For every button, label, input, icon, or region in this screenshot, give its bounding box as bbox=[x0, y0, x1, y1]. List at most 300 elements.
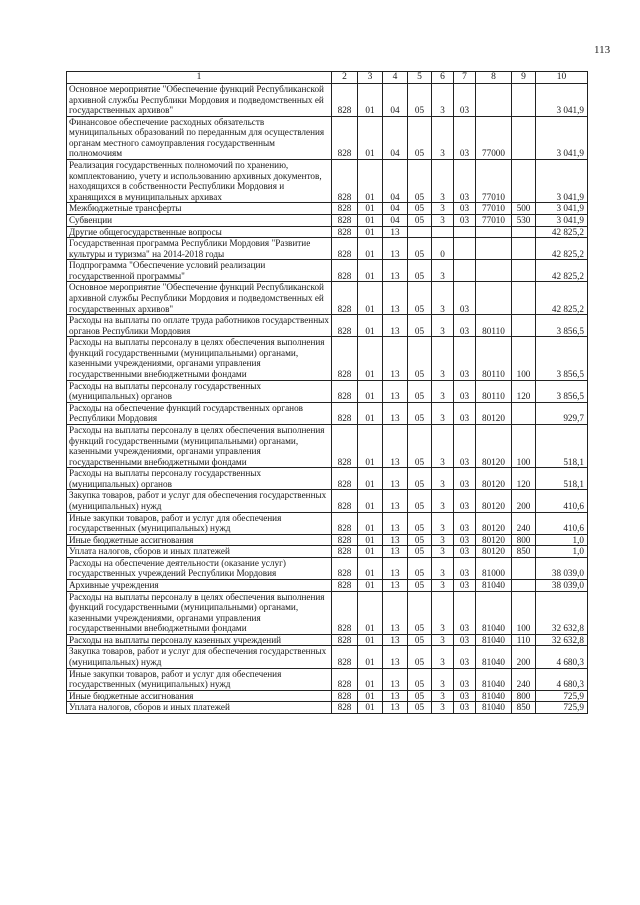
code-expense-type: 240 bbox=[512, 668, 536, 690]
code-event: 03 bbox=[454, 591, 476, 634]
code-subprogram: 3 bbox=[432, 557, 454, 579]
table-row bbox=[67, 468, 588, 490]
row-name: Уплата налогов, сборов и иных платежей bbox=[67, 702, 332, 714]
code-section: 01 bbox=[358, 380, 383, 402]
code-expense-type bbox=[512, 260, 536, 282]
code-direction: 80120 bbox=[476, 534, 512, 546]
table-row bbox=[67, 84, 588, 117]
table-row bbox=[67, 668, 588, 690]
row-name: Финансовое обеспечение расходных обязательств муниципальных образований по переданным для осуществления органам местного самоуправления государственным полномочиям bbox=[67, 116, 332, 159]
code-event: 03 bbox=[454, 634, 476, 646]
code-event bbox=[454, 238, 476, 260]
code-expense-type bbox=[512, 238, 536, 260]
code-ministry: 828 bbox=[332, 238, 358, 260]
code-expense-type: 240 bbox=[512, 512, 536, 534]
code-program: 05 bbox=[408, 402, 432, 424]
table-row bbox=[67, 315, 588, 337]
code-event: 03 bbox=[454, 203, 476, 215]
row-amount: 4 680,3 bbox=[536, 646, 588, 668]
code-direction: 81040 bbox=[476, 591, 512, 634]
row-name: Архивные учреждения bbox=[67, 580, 332, 592]
code-subsection: 13 bbox=[383, 557, 408, 579]
code-event: 03 bbox=[454, 668, 476, 690]
code-subsection: 13 bbox=[383, 282, 408, 315]
code-event: 03 bbox=[454, 282, 476, 315]
code-program: 05 bbox=[408, 546, 432, 558]
code-direction: 80120 bbox=[476, 512, 512, 534]
column-header: 4 bbox=[383, 72, 408, 84]
row-name: Закупка товаров, работ и услуг для обеспечения государственных (муниципальных) нужд bbox=[67, 490, 332, 512]
code-program: 05 bbox=[408, 646, 432, 668]
code-event: 03 bbox=[454, 646, 476, 668]
code-subsection: 13 bbox=[383, 512, 408, 534]
code-expense-type: 850 bbox=[512, 702, 536, 714]
row-amount: 725,9 bbox=[536, 690, 588, 702]
code-section: 01 bbox=[358, 490, 383, 512]
row-name: Расходы на выплаты по оплате труда работников государственных органов Республики Мордовия bbox=[67, 315, 332, 337]
code-program: 05 bbox=[408, 315, 432, 337]
code-subprogram: 3 bbox=[432, 534, 454, 546]
table-row bbox=[67, 203, 588, 215]
code-expense-type bbox=[512, 116, 536, 159]
code-subsection: 13 bbox=[383, 690, 408, 702]
code-subsection: 13 bbox=[383, 580, 408, 592]
table-row bbox=[67, 646, 588, 668]
code-direction: 80110 bbox=[476, 380, 512, 402]
row-name: Иные закупки товаров, работ и услуг для обеспечения государственных (муниципальных) нужд bbox=[67, 512, 332, 534]
code-program: 05 bbox=[408, 668, 432, 690]
code-subprogram: 3 bbox=[432, 591, 454, 634]
code-section: 01 bbox=[358, 84, 383, 117]
code-event: 03 bbox=[454, 534, 476, 546]
code-subsection: 13 bbox=[383, 380, 408, 402]
code-direction: 77010 bbox=[476, 160, 512, 203]
row-name: Расходы на выплаты персоналу в целях обеспечения выполнения функций государственными (муниципальными) органами, казенными учреждениями, органами управления государственными внебюджетными фондами bbox=[67, 337, 332, 380]
code-subsection: 13 bbox=[383, 591, 408, 634]
row-amount: 3 041,9 bbox=[536, 214, 588, 226]
code-direction bbox=[476, 226, 512, 238]
code-section: 01 bbox=[358, 315, 383, 337]
row-amount: 518,1 bbox=[536, 468, 588, 490]
code-subsection: 13 bbox=[383, 634, 408, 646]
code-expense-type: 100 bbox=[512, 424, 536, 467]
page-number: 113 bbox=[594, 44, 611, 56]
row-amount: 3 041,9 bbox=[536, 160, 588, 203]
row-name: Расходы на обеспечение функций государственных органов Республики Мордовия bbox=[67, 402, 332, 424]
table-body bbox=[67, 84, 588, 714]
column-header: 2 bbox=[332, 72, 358, 84]
code-expense-type: 100 bbox=[512, 337, 536, 380]
row-amount: 410,6 bbox=[536, 490, 588, 512]
code-section: 01 bbox=[358, 702, 383, 714]
code-program: 05 bbox=[408, 580, 432, 592]
code-section: 01 bbox=[358, 337, 383, 380]
code-section: 01 bbox=[358, 646, 383, 668]
table-row bbox=[67, 424, 588, 467]
table-row bbox=[67, 534, 588, 546]
column-header: 5 bbox=[408, 72, 432, 84]
code-ministry: 828 bbox=[332, 646, 358, 668]
code-ministry: 828 bbox=[332, 690, 358, 702]
code-direction: 81040 bbox=[476, 690, 512, 702]
table-row bbox=[67, 402, 588, 424]
row-amount: 42 825,2 bbox=[536, 226, 588, 238]
row-amount: 410,6 bbox=[536, 512, 588, 534]
code-ministry: 828 bbox=[332, 402, 358, 424]
code-ministry: 828 bbox=[332, 203, 358, 215]
code-program: 05 bbox=[408, 238, 432, 260]
row-amount: 32 632,8 bbox=[536, 634, 588, 646]
code-event: 03 bbox=[454, 557, 476, 579]
code-event: 03 bbox=[454, 160, 476, 203]
table-row bbox=[67, 380, 588, 402]
row-name: Расходы на выплаты персоналу в целях обеспечения выполнения функций государственными (муниципальными) органами, казенными учреждениями, органами управления государственными внебюджетными фондами bbox=[67, 424, 332, 467]
code-section: 01 bbox=[358, 580, 383, 592]
code-direction: 81040 bbox=[476, 634, 512, 646]
code-event: 03 bbox=[454, 546, 476, 558]
table-row bbox=[67, 282, 588, 315]
code-subprogram: 3 bbox=[432, 634, 454, 646]
code-expense-type: 800 bbox=[512, 690, 536, 702]
code-ministry: 828 bbox=[332, 668, 358, 690]
code-section: 01 bbox=[358, 226, 383, 238]
code-direction: 80110 bbox=[476, 337, 512, 380]
code-subsection: 13 bbox=[383, 402, 408, 424]
code-direction: 80120 bbox=[476, 468, 512, 490]
table-row bbox=[67, 337, 588, 380]
code-subprogram: 3 bbox=[432, 580, 454, 592]
code-subprogram: 3 bbox=[432, 282, 454, 315]
row-name: Расходы на выплаты персоналу казенных учреждений bbox=[67, 634, 332, 646]
code-program: 05 bbox=[408, 160, 432, 203]
row-name: Субвенции bbox=[67, 214, 332, 226]
code-subprogram: 0 bbox=[432, 238, 454, 260]
column-header: 9 bbox=[512, 72, 536, 84]
code-subsection: 13 bbox=[383, 315, 408, 337]
code-subprogram: 3 bbox=[432, 668, 454, 690]
code-subsection: 13 bbox=[383, 238, 408, 260]
code-event bbox=[454, 260, 476, 282]
code-ministry: 828 bbox=[332, 512, 358, 534]
code-direction: 80110 bbox=[476, 315, 512, 337]
row-amount: 3 856,5 bbox=[536, 380, 588, 402]
code-program: 05 bbox=[408, 690, 432, 702]
code-ministry: 828 bbox=[332, 591, 358, 634]
code-ministry: 828 bbox=[332, 116, 358, 159]
code-direction bbox=[476, 260, 512, 282]
code-subsection: 13 bbox=[383, 226, 408, 238]
code-event: 03 bbox=[454, 490, 476, 512]
row-amount: 3 041,9 bbox=[536, 203, 588, 215]
code-section: 01 bbox=[358, 534, 383, 546]
code-subprogram: 3 bbox=[432, 203, 454, 215]
row-amount: 929,7 bbox=[536, 402, 588, 424]
table-row bbox=[67, 634, 588, 646]
budget-table bbox=[66, 71, 588, 714]
table-row bbox=[67, 238, 588, 260]
code-section: 01 bbox=[358, 546, 383, 558]
row-amount: 1,0 bbox=[536, 534, 588, 546]
code-section: 01 bbox=[358, 468, 383, 490]
code-program: 05 bbox=[408, 203, 432, 215]
row-amount: 518,1 bbox=[536, 424, 588, 467]
row-name: Иные бюджетные ассигнования bbox=[67, 690, 332, 702]
code-subprogram: 3 bbox=[432, 512, 454, 534]
code-expense-type bbox=[512, 402, 536, 424]
code-section: 01 bbox=[358, 591, 383, 634]
code-program: 05 bbox=[408, 534, 432, 546]
table-row bbox=[67, 702, 588, 714]
code-expense-type: 100 bbox=[512, 591, 536, 634]
code-event: 03 bbox=[454, 702, 476, 714]
code-ministry: 828 bbox=[332, 490, 358, 512]
code-subsection: 13 bbox=[383, 702, 408, 714]
table-row bbox=[67, 116, 588, 159]
code-subprogram: 3 bbox=[432, 380, 454, 402]
column-header: 8 bbox=[476, 72, 512, 84]
row-amount: 32 632,8 bbox=[536, 591, 588, 634]
row-name: Основное мероприятие "Обеспечение функций Республиканской архивной службы Республики Мордовия и подведомственных ей государственных архивов" bbox=[67, 282, 332, 315]
table-row bbox=[67, 580, 588, 592]
code-subprogram: 3 bbox=[432, 214, 454, 226]
code-program: 05 bbox=[408, 634, 432, 646]
code-subprogram: 3 bbox=[432, 646, 454, 668]
row-amount: 725,9 bbox=[536, 702, 588, 714]
code-ministry: 828 bbox=[332, 337, 358, 380]
code-subsection: 13 bbox=[383, 468, 408, 490]
code-program: 05 bbox=[408, 424, 432, 467]
code-expense-type bbox=[512, 226, 536, 238]
row-name: Расходы на обеспечение деятельности (оказание услуг) государственных учреждений Республики Мордовия bbox=[67, 557, 332, 579]
code-subprogram: 3 bbox=[432, 690, 454, 702]
code-event: 03 bbox=[454, 116, 476, 159]
column-header: 7 bbox=[454, 72, 476, 84]
code-direction: 80120 bbox=[476, 424, 512, 467]
code-expense-type: 530 bbox=[512, 214, 536, 226]
row-name: Другие общегосударственные вопросы bbox=[67, 226, 332, 238]
code-subprogram: 3 bbox=[432, 702, 454, 714]
row-amount: 3 856,5 bbox=[536, 315, 588, 337]
table-row bbox=[67, 160, 588, 203]
code-subsection: 04 bbox=[383, 160, 408, 203]
code-expense-type: 850 bbox=[512, 546, 536, 558]
code-expense-type bbox=[512, 315, 536, 337]
code-ministry: 828 bbox=[332, 546, 358, 558]
code-section: 01 bbox=[358, 424, 383, 467]
code-expense-type bbox=[512, 282, 536, 315]
code-event: 03 bbox=[454, 512, 476, 534]
code-subprogram: 3 bbox=[432, 116, 454, 159]
code-direction: 77010 bbox=[476, 203, 512, 215]
row-name: Расходы на выплаты персоналу в целях обеспечения выполнения функций государственными (муниципальными) органами, казенными учреждениями, органами управления государственными внебюджетными фондами bbox=[67, 591, 332, 634]
row-amount: 1,0 bbox=[536, 546, 588, 558]
row-name: Уплата налогов, сборов и иных платежей bbox=[67, 546, 332, 558]
code-program: 05 bbox=[408, 84, 432, 117]
code-ministry: 828 bbox=[332, 260, 358, 282]
code-program: 05 bbox=[408, 557, 432, 579]
code-program: 05 bbox=[408, 591, 432, 634]
code-event: 03 bbox=[454, 337, 476, 380]
code-direction: 77010 bbox=[476, 214, 512, 226]
code-section: 01 bbox=[358, 634, 383, 646]
code-ministry: 828 bbox=[332, 84, 358, 117]
code-subsection: 13 bbox=[383, 490, 408, 512]
row-amount: 3 041,9 bbox=[536, 116, 588, 159]
code-subsection: 13 bbox=[383, 337, 408, 380]
code-expense-type: 120 bbox=[512, 380, 536, 402]
row-name: Государственная программа Республики Мордовия "Развитие культуры и туризма" на 2014-2018 годы bbox=[67, 238, 332, 260]
code-subsection: 04 bbox=[383, 116, 408, 159]
table-row bbox=[67, 214, 588, 226]
code-section: 01 bbox=[358, 557, 383, 579]
code-direction: 81040 bbox=[476, 580, 512, 592]
code-subprogram: 3 bbox=[432, 424, 454, 467]
code-event: 03 bbox=[454, 214, 476, 226]
row-amount: 42 825,2 bbox=[536, 238, 588, 260]
code-section: 01 bbox=[358, 160, 383, 203]
table-row bbox=[67, 226, 588, 238]
code-program: 05 bbox=[408, 468, 432, 490]
code-ministry: 828 bbox=[332, 160, 358, 203]
code-ministry: 828 bbox=[332, 226, 358, 238]
code-subsection: 04 bbox=[383, 214, 408, 226]
code-subprogram: 3 bbox=[432, 402, 454, 424]
code-section: 01 bbox=[358, 690, 383, 702]
code-subsection: 04 bbox=[383, 203, 408, 215]
code-program: 05 bbox=[408, 260, 432, 282]
table-row bbox=[67, 546, 588, 558]
row-name: Расходы на выплаты персоналу государственных (муниципальных) органов bbox=[67, 380, 332, 402]
code-section: 01 bbox=[358, 282, 383, 315]
code-expense-type bbox=[512, 580, 536, 592]
code-expense-type: 120 bbox=[512, 468, 536, 490]
code-subsection: 13 bbox=[383, 260, 408, 282]
code-direction: 81040 bbox=[476, 668, 512, 690]
code-expense-type: 110 bbox=[512, 634, 536, 646]
code-subsection: 13 bbox=[383, 668, 408, 690]
code-section: 01 bbox=[358, 214, 383, 226]
code-direction bbox=[476, 282, 512, 315]
row-name: Подпрограмма "Обеспечение условий реализации государственной программы" bbox=[67, 260, 332, 282]
code-expense-type: 800 bbox=[512, 534, 536, 546]
row-name: Реализация государственных полномочий по хранению, комплектованию, учету и использованию архивных документов, находящихся в собственности Республики Мордовия и хранящихся в муниципальных архивах bbox=[67, 160, 332, 203]
code-event: 03 bbox=[454, 468, 476, 490]
code-ministry: 828 bbox=[332, 380, 358, 402]
code-program: 05 bbox=[408, 380, 432, 402]
code-ministry: 828 bbox=[332, 580, 358, 592]
code-program: 05 bbox=[408, 337, 432, 380]
code-subprogram: 3 bbox=[432, 84, 454, 117]
table-row bbox=[67, 690, 588, 702]
row-amount: 38 039,0 bbox=[536, 580, 588, 592]
code-ministry: 828 bbox=[332, 557, 358, 579]
code-expense-type bbox=[512, 160, 536, 203]
code-program: 05 bbox=[408, 214, 432, 226]
code-section: 01 bbox=[358, 512, 383, 534]
code-event: 03 bbox=[454, 380, 476, 402]
column-header: 1 bbox=[67, 72, 332, 84]
code-event bbox=[454, 226, 476, 238]
code-program: 05 bbox=[408, 702, 432, 714]
code-section: 01 bbox=[358, 116, 383, 159]
code-direction: 80120 bbox=[476, 402, 512, 424]
code-subsection: 13 bbox=[383, 534, 408, 546]
code-subsection: 04 bbox=[383, 84, 408, 117]
code-subprogram: 3 bbox=[432, 468, 454, 490]
code-expense-type bbox=[512, 557, 536, 579]
table-row bbox=[67, 591, 588, 634]
row-amount: 3 856,5 bbox=[536, 337, 588, 380]
table-row bbox=[67, 557, 588, 579]
row-name: Основное мероприятие "Обеспечение функций Республиканской архивной службы Республики Мордовия и подведомственных ей государственных архивов" bbox=[67, 84, 332, 117]
header-row bbox=[67, 72, 588, 84]
code-program: 05 bbox=[408, 490, 432, 512]
code-ministry: 828 bbox=[332, 214, 358, 226]
row-name: Закупка товаров, работ и услуг для обеспечения государственных (муниципальных) нужд bbox=[67, 646, 332, 668]
code-ministry: 828 bbox=[332, 468, 358, 490]
table-row bbox=[67, 260, 588, 282]
row-amount: 4 680,3 bbox=[536, 668, 588, 690]
code-direction: 81000 bbox=[476, 557, 512, 579]
code-direction: 80120 bbox=[476, 490, 512, 512]
column-header: 10 bbox=[536, 72, 588, 84]
code-event: 03 bbox=[454, 84, 476, 117]
code-ministry: 828 bbox=[332, 634, 358, 646]
row-name: Расходы на выплаты персоналу государственных (муниципальных) органов bbox=[67, 468, 332, 490]
code-direction: 81040 bbox=[476, 702, 512, 714]
code-expense-type bbox=[512, 84, 536, 117]
column-header: 3 bbox=[358, 72, 383, 84]
code-expense-type: 500 bbox=[512, 203, 536, 215]
row-name: Межбюджетные трансферты bbox=[67, 203, 332, 215]
code-direction: 77000 bbox=[476, 116, 512, 159]
row-amount: 38 039,0 bbox=[536, 557, 588, 579]
code-ministry: 828 bbox=[332, 282, 358, 315]
row-name: Иные закупки товаров, работ и услуг для обеспечения государственных (муниципальных) нужд bbox=[67, 668, 332, 690]
code-section: 01 bbox=[358, 402, 383, 424]
code-subprogram: 3 bbox=[432, 260, 454, 282]
code-event: 03 bbox=[454, 580, 476, 592]
code-section: 01 bbox=[358, 238, 383, 260]
code-subsection: 13 bbox=[383, 424, 408, 467]
code-ministry: 828 bbox=[332, 424, 358, 467]
code-section: 01 bbox=[358, 668, 383, 690]
code-direction bbox=[476, 84, 512, 117]
code-program: 05 bbox=[408, 512, 432, 534]
code-program bbox=[408, 226, 432, 238]
row-amount: 3 041,9 bbox=[536, 84, 588, 117]
code-subprogram: 3 bbox=[432, 337, 454, 380]
code-subprogram: 3 bbox=[432, 160, 454, 203]
code-subsection: 13 bbox=[383, 546, 408, 558]
code-event: 03 bbox=[454, 690, 476, 702]
table-row bbox=[67, 490, 588, 512]
table-row bbox=[67, 512, 588, 534]
code-event: 03 bbox=[454, 402, 476, 424]
code-event: 03 bbox=[454, 424, 476, 467]
code-program: 05 bbox=[408, 282, 432, 315]
code-section: 01 bbox=[358, 203, 383, 215]
code-subprogram: 3 bbox=[432, 315, 454, 337]
code-event: 03 bbox=[454, 315, 476, 337]
code-ministry: 828 bbox=[332, 315, 358, 337]
code-program: 05 bbox=[408, 116, 432, 159]
row-amount: 42 825,2 bbox=[536, 282, 588, 315]
code-subprogram: 3 bbox=[432, 490, 454, 512]
row-amount: 42 825,2 bbox=[536, 260, 588, 282]
code-expense-type: 200 bbox=[512, 646, 536, 668]
code-ministry: 828 bbox=[332, 534, 358, 546]
